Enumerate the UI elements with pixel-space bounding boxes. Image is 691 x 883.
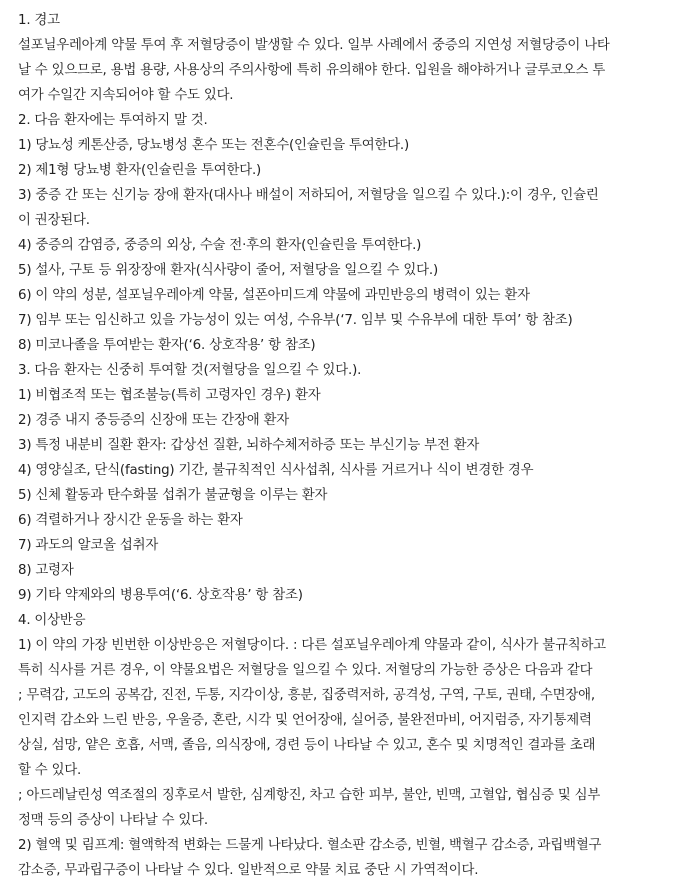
list-item: 4) 영양실조, 단식(fasting) 기간, 불규칙적인 식사섭취, 식사를 거르거나 식이 변경한 경우 [18,463,534,478]
list-item: 8) 고령자 [18,563,74,578]
list-item: 1) 당뇨성 케톤산증, 당뇨병성 혼수 또는 전혼수(인슐린을 투여한다.) [18,138,410,153]
text-line: 정맥 등의 증상이 나타날 수 있다. [18,813,208,828]
list-item: 2) 제1형 당뇨병 환자(인슐린을 투여한다.) [18,163,262,178]
text-line: 날 수 있으므로, 용법 용량, 사용상의 주의사항에 특히 유의해야 한다. 입원을 해야하거나 글루코오스 투 [18,63,606,78]
text-line: ; 아드레날린성 역조절의 징후로서 발한, 심계항진, 차고 습한 피부, 불안, 빈맥, 고혈압, 협심증 및 심부 [18,788,601,803]
text-line: 여가 수일간 지속되어야 할 수도 있다. [18,88,234,103]
list-item: 5) 설사, 구토 등 위장장애 환자(식사량이 줄어, 저혈당을 일으킬 수 있다.) [18,263,438,278]
list-item: 8) 미코나졸을 투여받는 환자(‘6. 상호작용’ 항 참조) [18,338,316,353]
list-item: 3) 특정 내분비 질환 환자: 갑상선 질환, 뇌하수체저하증 또는 부신기능 부전 환자 [18,438,480,453]
list-item: 4) 중증의 감염증, 중증의 외상, 수술 전·후의 환자(인슐린을 투여한다.) [18,238,422,253]
list-item: 1) 이 약의 가장 빈번한 이상반응은 저혈당이다. : 다른 설포닐우레아계 약물과 같이, 식사가 불규칙하고 [18,638,606,653]
section-heading-contraindications: 2. 다음 환자에는 투여하지 말 것. [18,113,208,128]
text-line: 인지력 감소와 느린 반응, 우울증, 혼란, 시각 및 언어장애, 실어증, 불완전마비, 어지럼증, 자기통제력 [18,713,592,728]
text-line: 특히 식사를 거른 경우, 이 약물요법은 저혈당을 일으킬 수 있다. 저혈당의 가능한 증상은 다음과 같다 [18,663,593,678]
text-line: 감소증, 무과립구증이 나타날 수 있다. 일반적으로 약물 치료 중단 시 가역적이다. [18,863,479,878]
list-item: 1) 비협조적 또는 협조불능(특히 고령자인 경우) 환자 [18,388,321,403]
list-item: 6) 격렬하거나 장시간 운동을 하는 환자 [18,513,243,528]
list-item: 9) 기타 약제와의 병용투여(‘6. 상호작용’ 항 참조) [18,588,303,603]
text-line: 할 수 있다. [18,763,82,778]
text-line: 이 권장된다. [18,213,90,228]
section-heading-adverse-reactions: 4. 이상반응 [18,613,86,628]
list-item: 6) 이 약의 성분, 설포닐우레아계 약물, 설폰아미드계 약물에 과민반응의 병력이 있는 환자 [18,288,530,303]
list-item: 3) 중증 간 또는 신기능 장애 환자(대사나 배설이 저하되어, 저혈당을 일으킬 수 있다.):이 경우, 인슐린 [18,188,599,203]
text-line: 설포닐우레아계 약물 투여 후 저혈당증이 발생할 수 있다. 일부 사례에서 중증의 지연성 저혈당증이 나타 [18,38,610,53]
list-item: 5) 신체 활동과 탄수화물 섭취가 불균형을 이루는 환자 [18,488,328,503]
list-item: 7) 과도의 알코올 섭취자 [18,538,159,553]
section-heading-precautions: 3. 다음 환자는 신중히 투여할 것(저혈당을 일으킬 수 있다.). [18,363,362,378]
section-heading-warning: 1. 경고 [18,13,60,28]
text-line: ; 무력감, 고도의 공복감, 진전, 두통, 지각이상, 흥분, 집중력저하, 공격성, 구역, 구토, 권태, 수면장애, [18,688,595,703]
list-item: 2) 혈액 및 림프계: 혈액학적 변화는 드물게 나타났다. 혈소판 감소증, 빈혈, 백혈구 감소증, 과립백혈구 [18,838,602,853]
list-item: 2) 경증 내지 중등증의 신장애 또는 간장애 환자 [18,413,289,428]
list-item: 7) 임부 또는 임신하고 있을 가능성이 있는 여성, 수유부(‘7. 임부 및 수유부에 대한 투여’ 항 참조) [18,313,573,328]
text-line: 상실, 섬망, 얕은 호흡, 서맥, 졸음, 의식장애, 경련 등이 나타날 수 있고, 혼수 및 치명적인 결과를 초래 [18,738,596,753]
